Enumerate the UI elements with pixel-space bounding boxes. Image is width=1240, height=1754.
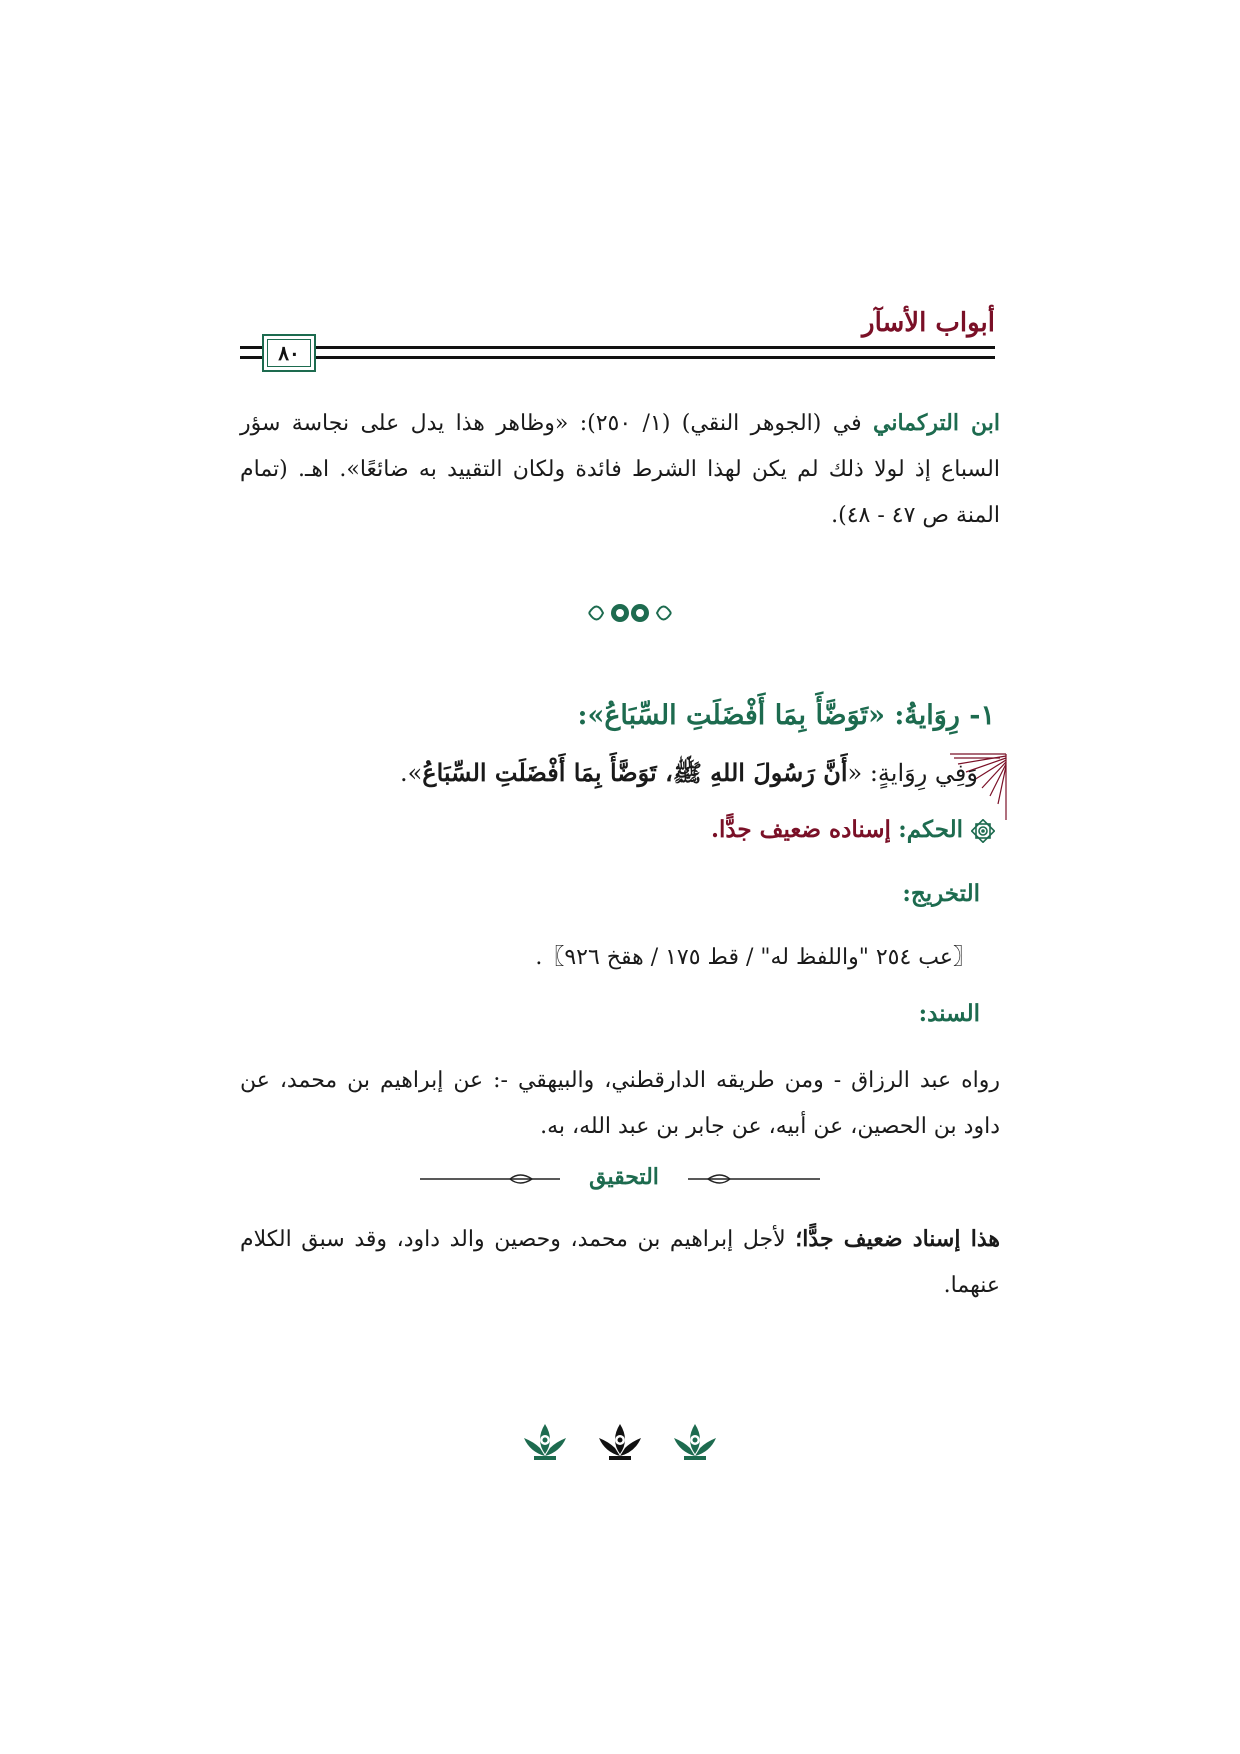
ruling-label: الحكم: xyxy=(898,816,963,843)
variant-prefix: وَفِي رِوَايةٍ: « xyxy=(847,759,978,787)
takhrij-references: 〖عب ٢٥٤ "واللفظ له" / قط ١٧٥ / هقخ ٩٢٦〗. xyxy=(535,945,975,970)
variant-suffix: ». xyxy=(399,759,423,787)
header-rule xyxy=(240,346,995,349)
intro-text: في (الجوهر النقي) (١/ ٢٥٠): «وظاهر هذا يدل على نجاسة سؤر السباع إذ لولا ذلك لم يكن لهذا الشرط فائدة ولكان التقييد به ضائعًا». اهـ. (تمام المنة ص ٤٧ - ٤٨). xyxy=(240,411,1000,528)
header-rule xyxy=(240,356,995,359)
rosette-icon xyxy=(971,819,995,843)
hadith-text: أَنَّ رَسُولَ اللهِ ﷺ، تَوَضَّأَ بِمَا أَفْضَلَتِ السِّبَاعُ xyxy=(422,758,848,787)
page-number-frame xyxy=(262,334,316,372)
variant-narration xyxy=(400,758,978,793)
ruling-value: إسناده ضعيف جدًّا. xyxy=(710,816,891,843)
scholar-name: ابن التركماني xyxy=(873,410,1001,436)
ruling-line xyxy=(711,816,995,843)
takhrij-heading: التخريج: xyxy=(902,880,980,907)
intro-paragraph xyxy=(240,400,1000,539)
section-heading: ١- رِوَايةُ: «تَوَضَّأَ بِمَا أَفْضَلَتِ السِّبَاعُ»: xyxy=(577,700,995,731)
sanad-paragraph: رواه عبد الرزاق - ومن طريقه الدارقطني، والبيهقي -: عن إبراهيم بن محمد، عن داود بن الحصين، عن أبيه، عن جابر بن عبد الله، به. xyxy=(240,1068,1000,1139)
tahqiq-reason: لأجل إبراهيم بن محمد، وحصين والد داود، وقد سبق الكلام عنهما. xyxy=(240,1227,1000,1298)
tahqiq-verdict: هذا إسناد ضعيف جدًّا؛ xyxy=(795,1226,1000,1252)
tahqiq-heading: التحقيق xyxy=(560,1164,688,1190)
floral-separator-icon xyxy=(585,596,675,630)
sanad-heading: السند: xyxy=(918,1000,980,1027)
tahqiq-paragraph xyxy=(240,1216,1000,1309)
page-number: ٨٠ xyxy=(278,341,300,365)
closing-ornament-icon xyxy=(515,1416,725,1464)
running-title: أبواب الأسآر xyxy=(862,308,995,338)
